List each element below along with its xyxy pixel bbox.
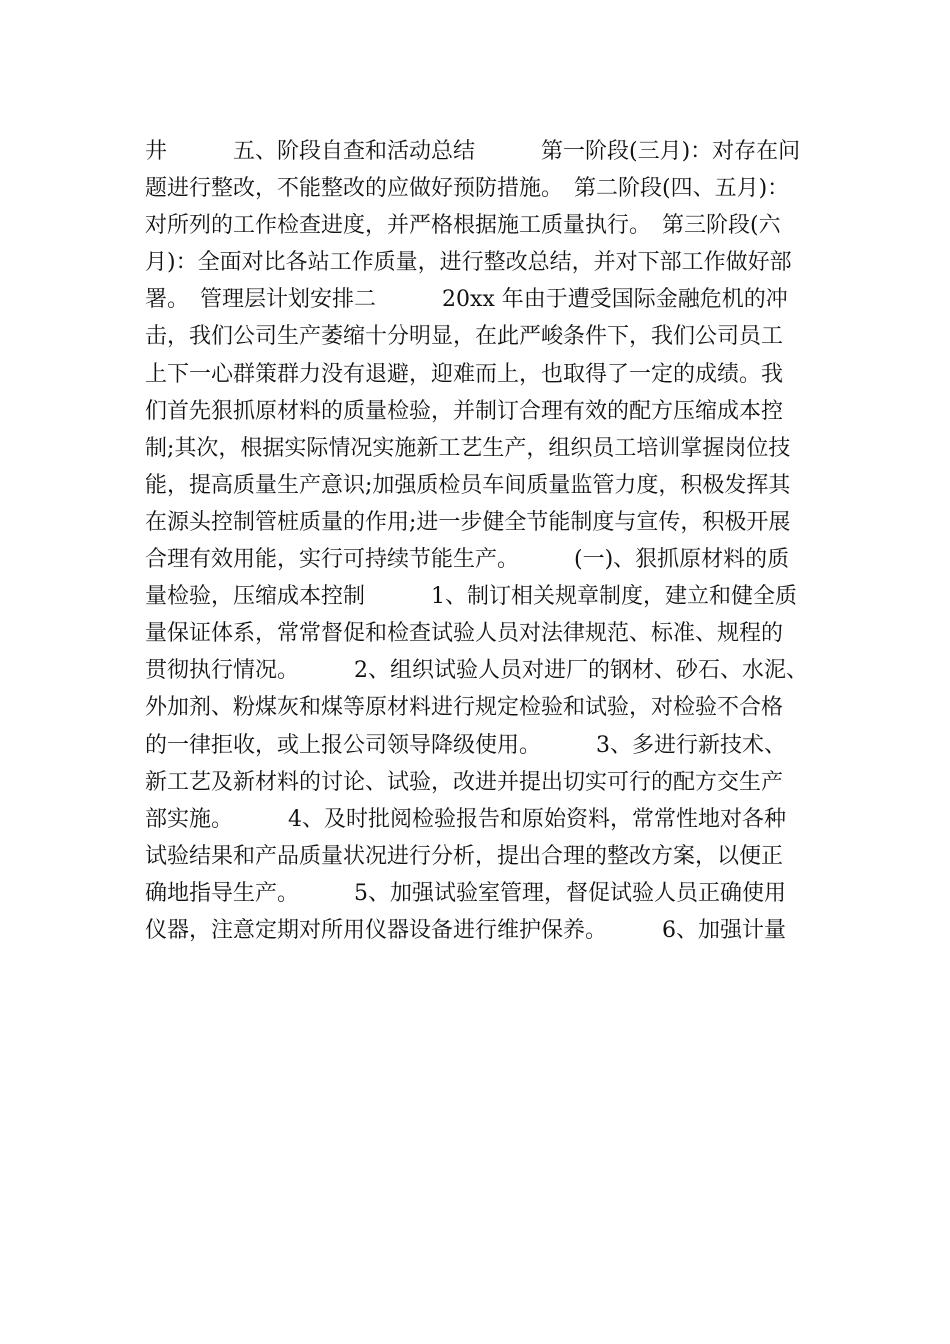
text-line: 的一律拒收，或上报公司领导降级使用。 3、多进行新技术、 [145, 732, 786, 758]
text-line: 们首先狠抓原材料的质量检验，并制订合理有效的配方压缩成本控 [145, 398, 784, 424]
text-line: 外加剂、粉煤灰和煤等原材料进行规定检验和试验，对检验不合格 [145, 695, 784, 721]
text-line: 确地指导生产。 5、加强试验室管理，督促试验人员正确使用 [145, 880, 786, 906]
text-line: 仪器，注意定期对所用仪器设备进行维护保养。 6、加强计量 [145, 917, 786, 943]
text-line: 量保证体系，常常督促和检查试验人员对法律规范、标准、规程的 [145, 621, 784, 647]
text-line: 试验结果和产品质量状况进行分析，提出合理的整改方案，以便正 [145, 843, 784, 869]
text-line: 制;其次，根据实际情况实施新工艺生产，组织员工培训掌握岗位技 [145, 435, 791, 461]
text-line: 能，提高质量生产意识;加强质检员车间质量监管力度，积极发挥其 [145, 472, 791, 498]
text-line: 在源头控制管桩质量的作用;进一步健全节能制度与宣传，积极开展 [145, 509, 791, 535]
text-line: 贯彻执行情况。 2、组织试验人员对进厂的钢材、砂石、水泥、 [145, 658, 808, 684]
text-line: 上下一心群策群力没有退避，迎难而上，也取得了一定的成绩。我 [145, 361, 784, 387]
text-line: 量检验，压缩成本控制 1、制订相关规章制度，建立和健全质 [145, 584, 797, 610]
text-line: 对所列的工作检查进度，并严格根据施工质量执行。 第三阶段(六 [145, 213, 781, 239]
text-line: 新工艺及新材料的讨论、试验，改进并提出切实可行的配方交生产 [145, 769, 784, 795]
text-line: 击，我们公司生产萎缩十分明显，在此严峻条件下，我们公司员工 [145, 324, 784, 350]
text-line: 部实施。 4、及时批阅检验报告和原始资料，常常性地对各种 [145, 806, 786, 832]
text-line: 月)：全面对比各站工作质量，进行整改总结，并对下部工作做好部 [145, 250, 792, 276]
text-line: 题进行整改，不能整改的应做好预防措施。 第二阶段(四、五月)： [145, 176, 790, 202]
text-line: 合理有效用能，实行可持续节能生产。 (一)、狠抓原材料的质 [145, 547, 790, 573]
document-body-text [145, 133, 820, 949]
text-line: 署。 管理层计划安排二 20xx 年由于遭受国际金融危机的冲 [145, 287, 788, 313]
text-line: 井 五、阶段自查和活动总结 第一阶段(三月)：对存在问 [145, 139, 801, 164]
